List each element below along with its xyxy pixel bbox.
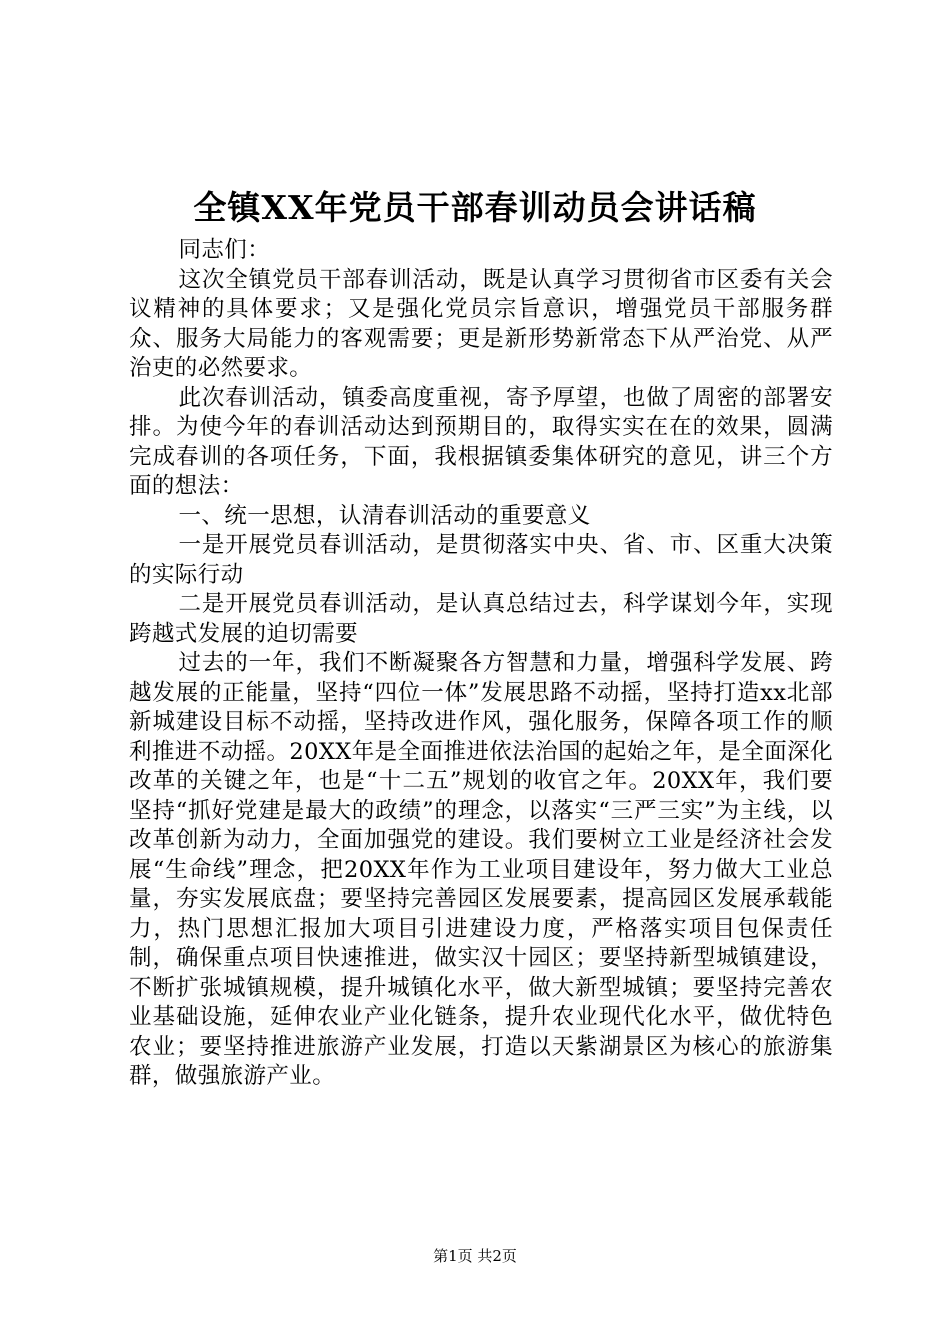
section-heading: 一、统一思想，认清春训活动的重要意义 — [178, 502, 591, 529]
point-two: 二是开展党员春训活动，是认真总结过去，科学谋划今年，实现跨越式发展的迫切需要 — [129, 591, 833, 647]
paragraph-review: 过去的一年，我们不断凝聚各方智慧和力量，增强科学发展、跨越发展的正能量，坚持“四位一体”发展思路不动摇，坚持打造xx北部新城建设目标不动摇，坚持改进作风，强化服务，保障各项工作的顺利推进不动摇。20XX年是全面推进依法治国的起始之年，是全面深化改革的关键之年，也是“十二五”规划的收官之年。20XX年，我们要坚持“抓好党建是最大的政绩”的理念，以落实“三严三实”为主线，以改革创新为动力，全面加强党的建设。我们要树立工业是经济社会发展“生命线”理念，把20XX年作为工业项目建设年，努力做大工业总量，夯实发展底盘；要坚持完善园区发展要素，提高园区发展承载能力，热门思想汇报加大项目引进建设力度，严格落实项目包保责任制，确保重点项目快速推进，做实汉十园区；要坚持新型城镇建设，不断扩张城镇规模，提升城镇化水平，做大新型城镇；要坚持完善农业基础设施，延伸农业产业化链条，提升农业现代化水平，做优特色农业；要坚持推进旅游产业发展，打造以天紫湖景区为核心的旅游集群，做强旅游产业。 — [129, 650, 833, 1089]
document-title: 全镇XX年党员干部春训动员会讲话稿 — [193, 188, 757, 227]
paragraph-arrangement: 此次春训活动，镇委高度重视，寄予厚望，也做了周密的部署安排。为使今年的春训活动达到预期目的，取得实实在在的效果，圆满完成春训的各项任务，下面，我根据镇委集体研究的意见，讲三个方面的想法： — [129, 384, 833, 499]
paragraph-intro: 这次全镇党员干部春训活动，既是认真学习贯彻省市区委有关会议精神的具体要求；又是强化党员宗旨意识，增强党员干部服务群众、服务大局能力的客观需要；更是新形势新常态下从严治党、从严治吏的必然要求。 — [129, 266, 833, 381]
page-indicator: 第1页 共2页 — [433, 1247, 517, 1265]
document-body — [129, 236, 833, 1092]
salutation: 同志们： — [178, 237, 271, 263]
point-one: 一是开展党员春训活动，是贯彻落实中央、省、市、区重大决策的实际行动 — [129, 532, 833, 588]
